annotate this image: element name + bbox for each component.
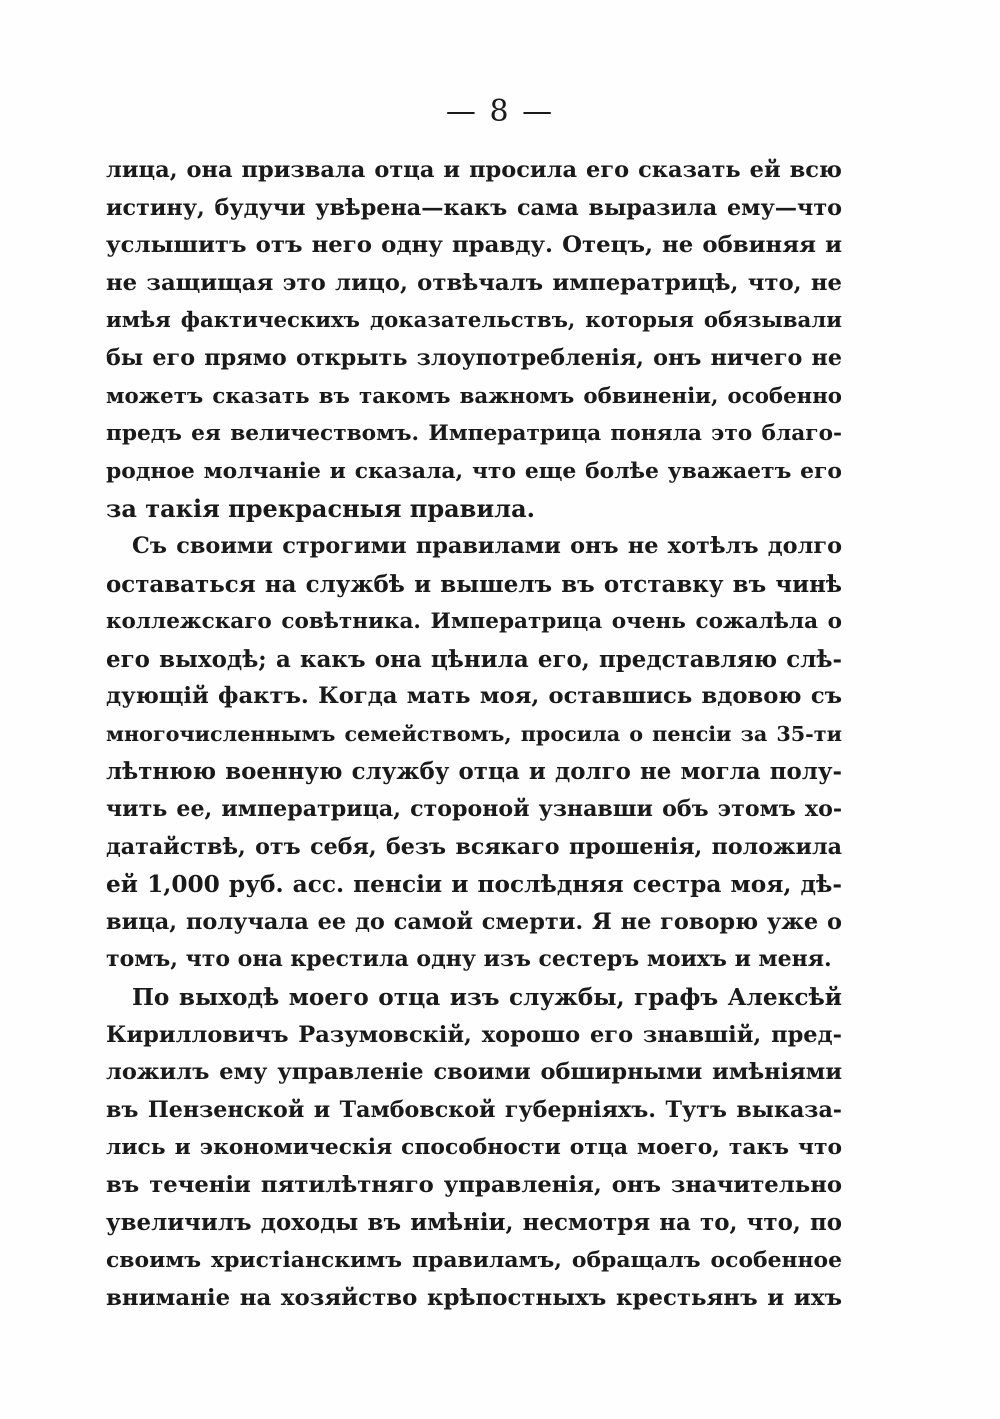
page-number: — 8 —	[445, 94, 555, 129]
text-line: датайствѣ, отъ себя, безъ всякаго прошенія, положила	[106, 833, 842, 860]
text-line: родное молчаніе и сказала, что еще болѣе уважаетъ его	[106, 457, 842, 484]
text-line: истину, будучи увѣрена—какъ сама выразила ему—что	[106, 194, 842, 221]
text-line: многочисленнымъ семействомъ, просила о пенсіи за 35-ти	[106, 721, 842, 746]
text-line: вица, получала ее до самой смерти. Я не говорю уже о	[106, 908, 842, 935]
text-line: въ Пензенской и Тамбовской губерніяхъ. Тутъ выказа-	[106, 1096, 842, 1123]
text-line: увеличилъ доходы въ имѣніи, несмотря на то, что, по	[106, 1209, 842, 1236]
text-line: ложилъ ему управленіе своими обширными имѣніями	[106, 1059, 842, 1086]
text-line: его выходѣ; а какъ она цѣнила его, представляю слѣ-	[106, 645, 842, 673]
text-line: томъ, что она крестила одну изъ сестеръ моихъ и меня.	[106, 946, 832, 973]
text-line: ей 1,000 руб. асс. пенсіи и послѣдняя сестра моя, дѣ-	[106, 871, 842, 899]
text-line: коллежскаго совѣтника. Императрица очень сожалѣла о	[106, 609, 842, 635]
text-line: оставаться на службѣ и вышелъ въ отставку въ чинѣ	[106, 570, 842, 598]
text-line: Кирилловичъ Разумовскій, хорошо его знавшій, пред-	[106, 1021, 842, 1048]
text-line: Съ своими строгими правилами онъ не хотѣлъ долго	[132, 532, 842, 559]
text-line: бы его прямо открыть злоупотребленія, онъ ничего не	[106, 344, 842, 371]
text-line: лица, она призвала отца и просила его сказать ей всю	[106, 157, 842, 183]
text-line: лись и экономическія способности отца моего, такъ что	[106, 1135, 842, 1161]
body-text	[106, 152, 842, 1317]
text-line: услышитъ отъ него одну правду. Отецъ, не обвиняя и	[106, 232, 842, 259]
text-line: чить ее, императрица, стороной узнавши объ этомъ хо-	[106, 796, 842, 823]
text-line: вниманіе на хозяйство крѣпостныхъ крестьянъ и ихъ	[106, 1284, 842, 1311]
text-line: лѣтнюю военную службу отца и долго не могла полу-	[106, 758, 842, 785]
text-line: за такія прекрасныя правила.	[106, 494, 535, 524]
text-line: можетъ сказать въ такомъ важномъ обвиненіи, особенно	[106, 383, 842, 409]
text-line: въ теченіи пятилѣтняго управленія, онъ значительно	[106, 1172, 842, 1199]
text-line: дующій фактъ. Когда мать моя, оставшись вдовою съ	[106, 683, 842, 710]
text-line: не защищая это лицо, отвѣчалъ императрицѣ, что, не	[106, 269, 842, 296]
text-line: своимъ христіанскимъ правиламъ, обращалъ особенное	[106, 1247, 842, 1274]
text-line: предъ ея величествомъ. Императрица поняла это благо-	[106, 421, 842, 447]
text-line: имѣя фактическихъ доказательствъ, которыя обязывали	[106, 308, 842, 334]
text-line: По выходѣ моего отца изъ службы, графъ Алексѣй	[132, 984, 842, 1012]
